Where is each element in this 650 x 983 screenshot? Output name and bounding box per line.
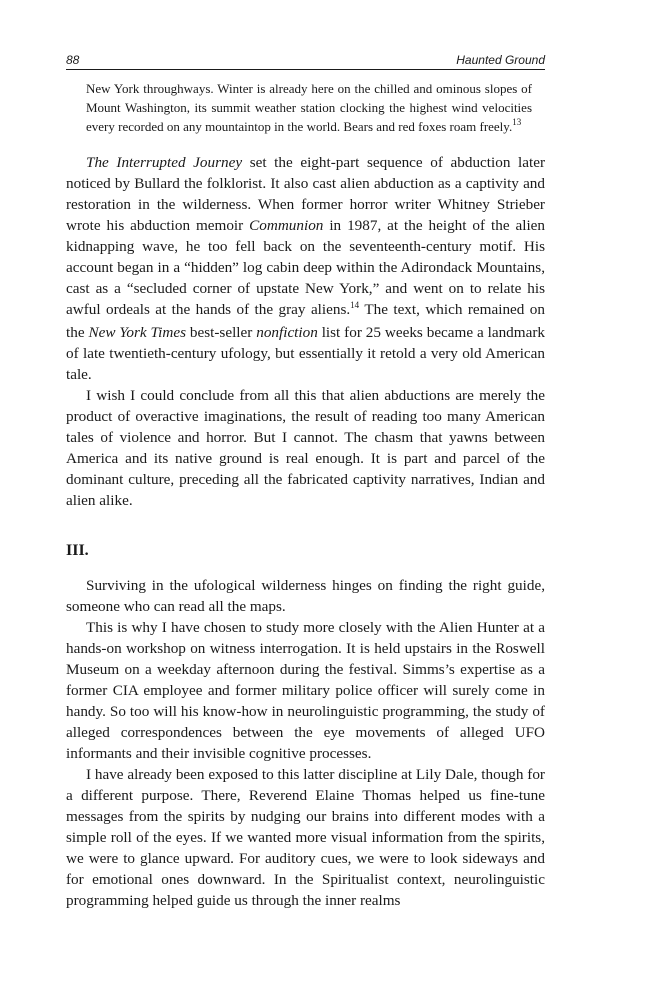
footnote-ref-13: 13	[512, 117, 522, 127]
running-title: Haunted Ground	[456, 53, 545, 67]
memoir-title: Communion	[249, 217, 324, 234]
paragraph-4: This is why I have chosen to study more closely with the Alien Hunter at a hands-on workshop on witness interrogation. It is held upstairs in the Roswell Museum on a weekday afternoon during the festival. Simms’s expertise as a former CIA employee and former military police officer will surely come in handy. So too will his know-how in neurolinguistic programming, the study of alleged correspondences between the eye movements of alleged UFO informants and their invisible cognitive processes.	[66, 619, 545, 762]
paragraph-3: Surviving in the ufological wilderness hinges on finding the right guide, someone who can read all the maps.	[66, 577, 545, 615]
newspaper-title: New York Times	[88, 324, 186, 341]
paragraph-1-part-1: set the eight-part sequence of abduction later noticed by Bullard the folklorist. It also cast alien abduction as a captivity and restoration in the wilderness. When former horror writer Whitney Strieber wrote his abduction memoir	[66, 154, 545, 234]
list-type: nonfiction	[256, 324, 318, 341]
body-text	[66, 79, 545, 911]
paragraph-1-part-2: in 1987, at the height of the alien kidnapping wave, he too fell back on the seventeenth-century motif. His account began in a “hidden” log cabin deep within the Adirondack Mountains, cast as a “secluded corner of upstate New York,” and went on to relate his awful ordeals at the hands of the gray aliens.	[66, 217, 545, 318]
block-quote	[86, 79, 532, 138]
section-heading: III.	[66, 542, 89, 559]
footnote-ref-14: 14	[350, 300, 360, 310]
paragraph-1-part-5: list for 25 weeks became a landmark of late twentieth-century ufology, but essentially it retold a very old American tale.	[66, 324, 545, 383]
paragraph-1-part-4: best-seller	[186, 324, 257, 341]
paragraph-2: I wish I could conclude from all this that alien abductions are merely the product of overactive imaginations, the result of reading too many American tales of violence and horror. But I cannot. The chasm that yawns between America and its native ground is real enough. It is part and parcel of the dominant culture, preceding all the fabricated captivity narratives, Indian and alien alike.	[66, 387, 545, 509]
block-quote-text: New York throughways. Winter is already here on the chilled and ominous slopes of Mount Washington, its summit weather station clocking the highest wind velocities every recorded on any mountaintop in the world. Bears and red foxes roam freely.	[86, 81, 532, 134]
book-title: The Interrupted Journey	[86, 154, 243, 171]
page-number: 88	[66, 53, 80, 67]
running-head	[66, 52, 545, 68]
paragraph-1-part-3: The text, which remained on the	[66, 301, 545, 341]
paragraph-5: I have already been exposed to this latter discipline at Lily Dale, though for a different purpose. There, Reverend Elaine Thomas helped us fine-tune messages from the spirits by nudging our brains into different modes with a simple roll of the eyes. If we wanted more visual information from the spirits, we were to glance upward. For auditory cues, we were to look sideways and for emotional ones downward. In the Spiritualist context, neurolinguistic programming helped guide us through the inner realms	[66, 766, 545, 909]
paragraph-1	[66, 152, 545, 385]
header-rule	[66, 69, 545, 70]
